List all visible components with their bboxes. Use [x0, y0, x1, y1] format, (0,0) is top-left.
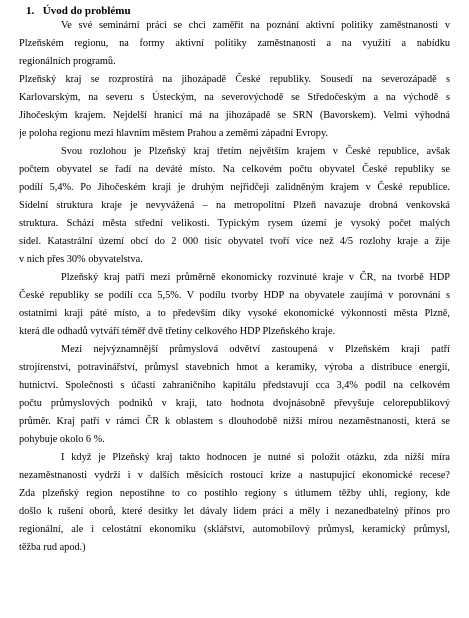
paragraph-3-line-1: Svou rozlohou je Plzeňský kraj třetím největším krajem v České republice, avšak [61, 146, 450, 157]
paragraph-3-line-3: podílí 5,4%. Po Jihočeském kraji je druhým nejřidčeji zalidněným krajem v České republice. [19, 182, 450, 193]
paragraph-2-line-4: je poloha regionu mezi hlavním městem Prahou a zeměmi západní Evropy. [19, 128, 329, 139]
paragraph-5-line-1: Mezi nejvýznamnější průmyslová odvětví zastoupená v Plzeňském kraji patří [61, 344, 450, 355]
paragraph-5-line-3: hutnictví. Společnosti s účastí zahraničního kapitálu představují cca 3,4% podíl na celkovém [19, 380, 450, 391]
paragraph-4-line-3: ostatními kraji páté místo, a to především díky vysoké ekonomické výkonnosti města Plzně, [19, 308, 450, 319]
paragraph-5-line-2: strojírenství, potravinářství, průmysl stavebních hmot a keramiky, výroba a distribuce energií, [19, 362, 450, 373]
paragraph-5-line-4: počtu průmyslových podniků v kraji, tato hodnota dvojnásobně převyšuje celorepublikový [19, 398, 450, 409]
paragraph-2-line-2: Karlovarským, na severu s Ústeckým, na severovýchodě se Středočeským a na východě s [19, 92, 450, 103]
section-title: Úvod do problému [42, 5, 131, 17]
paragraph-6-line-4: došlo k rušení oborů, které desítky let dávaly lidem práci a měly i nezanedbatelný přínos pro [19, 506, 450, 517]
paragraph-3-line-6: sídel. Katastrální území obcí do 2 000 tisíc obyvatel tvoří více než 4/5 rozlohy kraje a žije [19, 236, 450, 247]
paragraph-4-line-2: České republiky se podílí cca 5,5%. V podílu tvorby HDP na obyvatele zaujímá v porovnání s [19, 290, 450, 301]
paragraph-1-line-2: Plzeňském regionu, na formy aktivní politiky zaměstnanosti a na využití a nabídku [19, 38, 450, 49]
paragraph-6-line-1: I když je Plzeňský kraj takto hodnocen je nutné si položit otázku, zda nižší míra [61, 452, 450, 463]
paragraph-2-line-1: Plzeňský kraj se rozprostírá na jihozápadě České republiky. Sousedí na severozápadě s [19, 74, 450, 85]
paragraph-1-line-1: Ve své seminární práci se chci zaměřit na poznání aktivní politiky zaměstnanosti v [61, 20, 450, 31]
paragraph-6-line-3: Zda plzeňský region nepostihne to co postihlo regiony s útlumem těžby uhlí, regiony, kde [19, 488, 450, 499]
paragraph-6-line-5: regionální, ale i celostátní ekonomiku (sklářství, automobilový průmysl, keramický průmysl, [19, 524, 450, 535]
paragraph-3-line-5: struktura. Schází města střední velikosti. Typickým rysem území je vysoký počet malých [19, 218, 450, 229]
paragraph-3-line-7: v nich přes 30% obyvatelstva. [19, 254, 143, 265]
paragraph-2-line-3: Jihočeským krajem. Nejdelší hranicí má na jihozápadě se SRN (Bavorskem). Velmi výhodná [19, 110, 450, 121]
paragraph-3-line-4: Sídelní struktura kraje je nevyvážená – na metropolitní Plzeň navazuje drobná venkovská [19, 200, 450, 211]
paragraph-6-line-6: těžba rud apod.) [19, 542, 86, 553]
section-number: 1. [26, 5, 35, 17]
paragraph-1-line-3: regionálních programů. [19, 56, 116, 67]
paragraph-6-line-2: nezaměstnanosti vydrží i v dalších měsících rostoucí krize a nastupující ekonomické recese? [19, 470, 450, 481]
paragraph-5-line-5: průměr. Kraj patří v rámci ČR k oblastem s dlouhodobě nižší mírou nezaměstnanosti, která se [19, 416, 450, 427]
paragraph-3-line-2: počtem obyvatel se řadí na deváté místo. Na celkovém počtu obyvatel České republiky se [19, 164, 450, 175]
paragraph-5-line-6: pohybuje okolo 6 %. [19, 434, 105, 445]
paragraph-4-line-4: která dle odhadů vytváří téměř dvě třetiny celkového HDP Plzeňského kraje. [19, 326, 336, 337]
paragraph-4-line-1: Plzeňský kraj patří mezi průměrně ekonomicky rozvinuté kraje v ČR, na tvorbě HDP [61, 272, 450, 283]
